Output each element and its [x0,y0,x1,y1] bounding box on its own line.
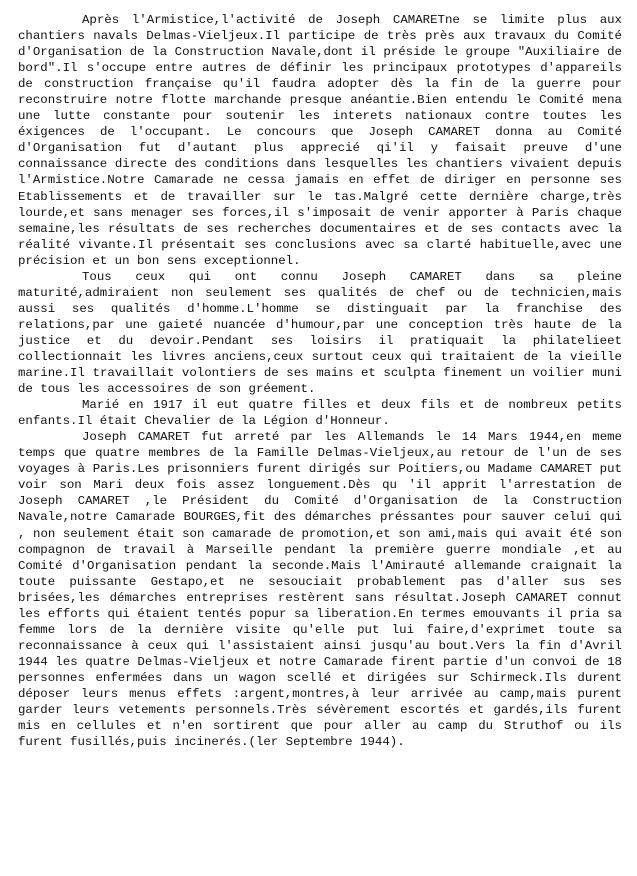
paragraph-armistice-activity: Après l'Armistice,l'activité de Joseph CAMARETne se limite plus aux chantiers navals Delmas-Vieljeux.Il participe de très près aux travaux du Comité d'Organisation de la Construction Navale,dont il préside le groupe "Auxiliaire de bord".Il s'occupe entre autres de définir les principaux prototypes d'appareils de construction française qu'il faudra adopter dès la fin de la guerre pour reconstruire notre flotte marchande presque anéantie.Bien entendu le Comité mena une lutte constante pour soutenir les interets nationaux contre toutes les éxigences de l'occupant. Le concours que Joseph CAMARET donna au Comité d'Organisation fut d'autant plus apprecié qi'il y faisait preuve d'une connaissance directe des conditions dans lesquelles les chantiers vivaient depuis l'Armistice.Notre Camarade ne cessa jamais en effet de diriger en personne ses Etablissements et de travailler sur le tas.Malgré cette dernière charge,très lourde,et sans menager ses forces,il s'imposait de venir apporter à Paris chaque semaine,les résultats de ses recherches documentaires et de ses contacts avec la réalité vivante.Il présentait ses conclusions avec sa clarté habituelle,avec une précision et un bon sens exceptionnel. [18,13,622,268]
document-body [18,12,622,750]
paragraph-family: Marié en 1917 il eut quatre filles et deux fils et de nombreux petits enfants.Il était Chevalier de la Légion d'Honneur. [18,398,622,429]
paragraph-personal-qualities: Tous ceux qui ont connu Joseph CAMARET dans sa pleine maturité,admiraient non seulement ses qualités de chef ou de technicien,mais aussi ses qualités d'homme.L'homme se distinguait par la franchise des relations,par une gaieté nuancée d'humour,par une conception très haute de la justice et du devoir.Pendant ses loisirs il pratiquait la philatelieet collectionnait les livres anciens,ceux surtout ceux qui traitaient de la vieille marine.Il travaillait volontiers de ses mains et sculpta finement un voilier muni de tous les accessoires de son gréement. [18,269,622,397]
paragraph-arrest: Joseph CAMARET fut arreté par les Allemands le 14 Mars 1944,en meme temps que quatre membres de la Famille Delmas-Vieljeux,au retour de l'un de ses voyages à Paris.Les prisonniers furent dirigés sur Poitiers,ou Madame CAMARET put voir son Mari deux fois assez longuement.Dès qu 'il apprit l'arrestation de Joseph CAMARET ,le Président du Comité d'Organisation de la Construction Navale,notre Camarade BOURGES,fit des démarches préssantes pour sauver celui qui , non seulement était son camarade de promotion,et son ami,mais qui avait été son compagnon de travail à Marseille pendant la première guerre mondiale ,et au Comité d'Organisation pendant la seconde.Mais l'Amirauté allemande craignait la toute puissante Gestapo,et ne sesouciait probablement pas d'aller sus ses brisées,les démarches entreprises restèrent sans résultat.Joseph CAMARET connut les efforts qui étaient tentés popur sa liberation.En termes emouvants il pria sa femme lors de la dernière visite qu'elle put lui faire,d'exprimet toute sa reconnaissance à ceux qui l'assistaient ainsi jusqu'au bout.Vers la fin d'Avril 1944 les quatre Delmas-Vieljeux et notre Camarade firent partie d'un convoi de 18 personnes enfermées dans un wagon scellé et dirigées sur Schirmeck.Ils durent déposer leurs menus effets :argent,montres,à leur arrivée au camp,mais purent garder leurs vetements personnels.Très sévèrement escortés et gardés,ils furent mis en cellules et n'en sortirent que pour aller au camp du Struthof ou ils furent fusillés,puis incinerés.(ler Septembre 1944). [18,430,622,750]
